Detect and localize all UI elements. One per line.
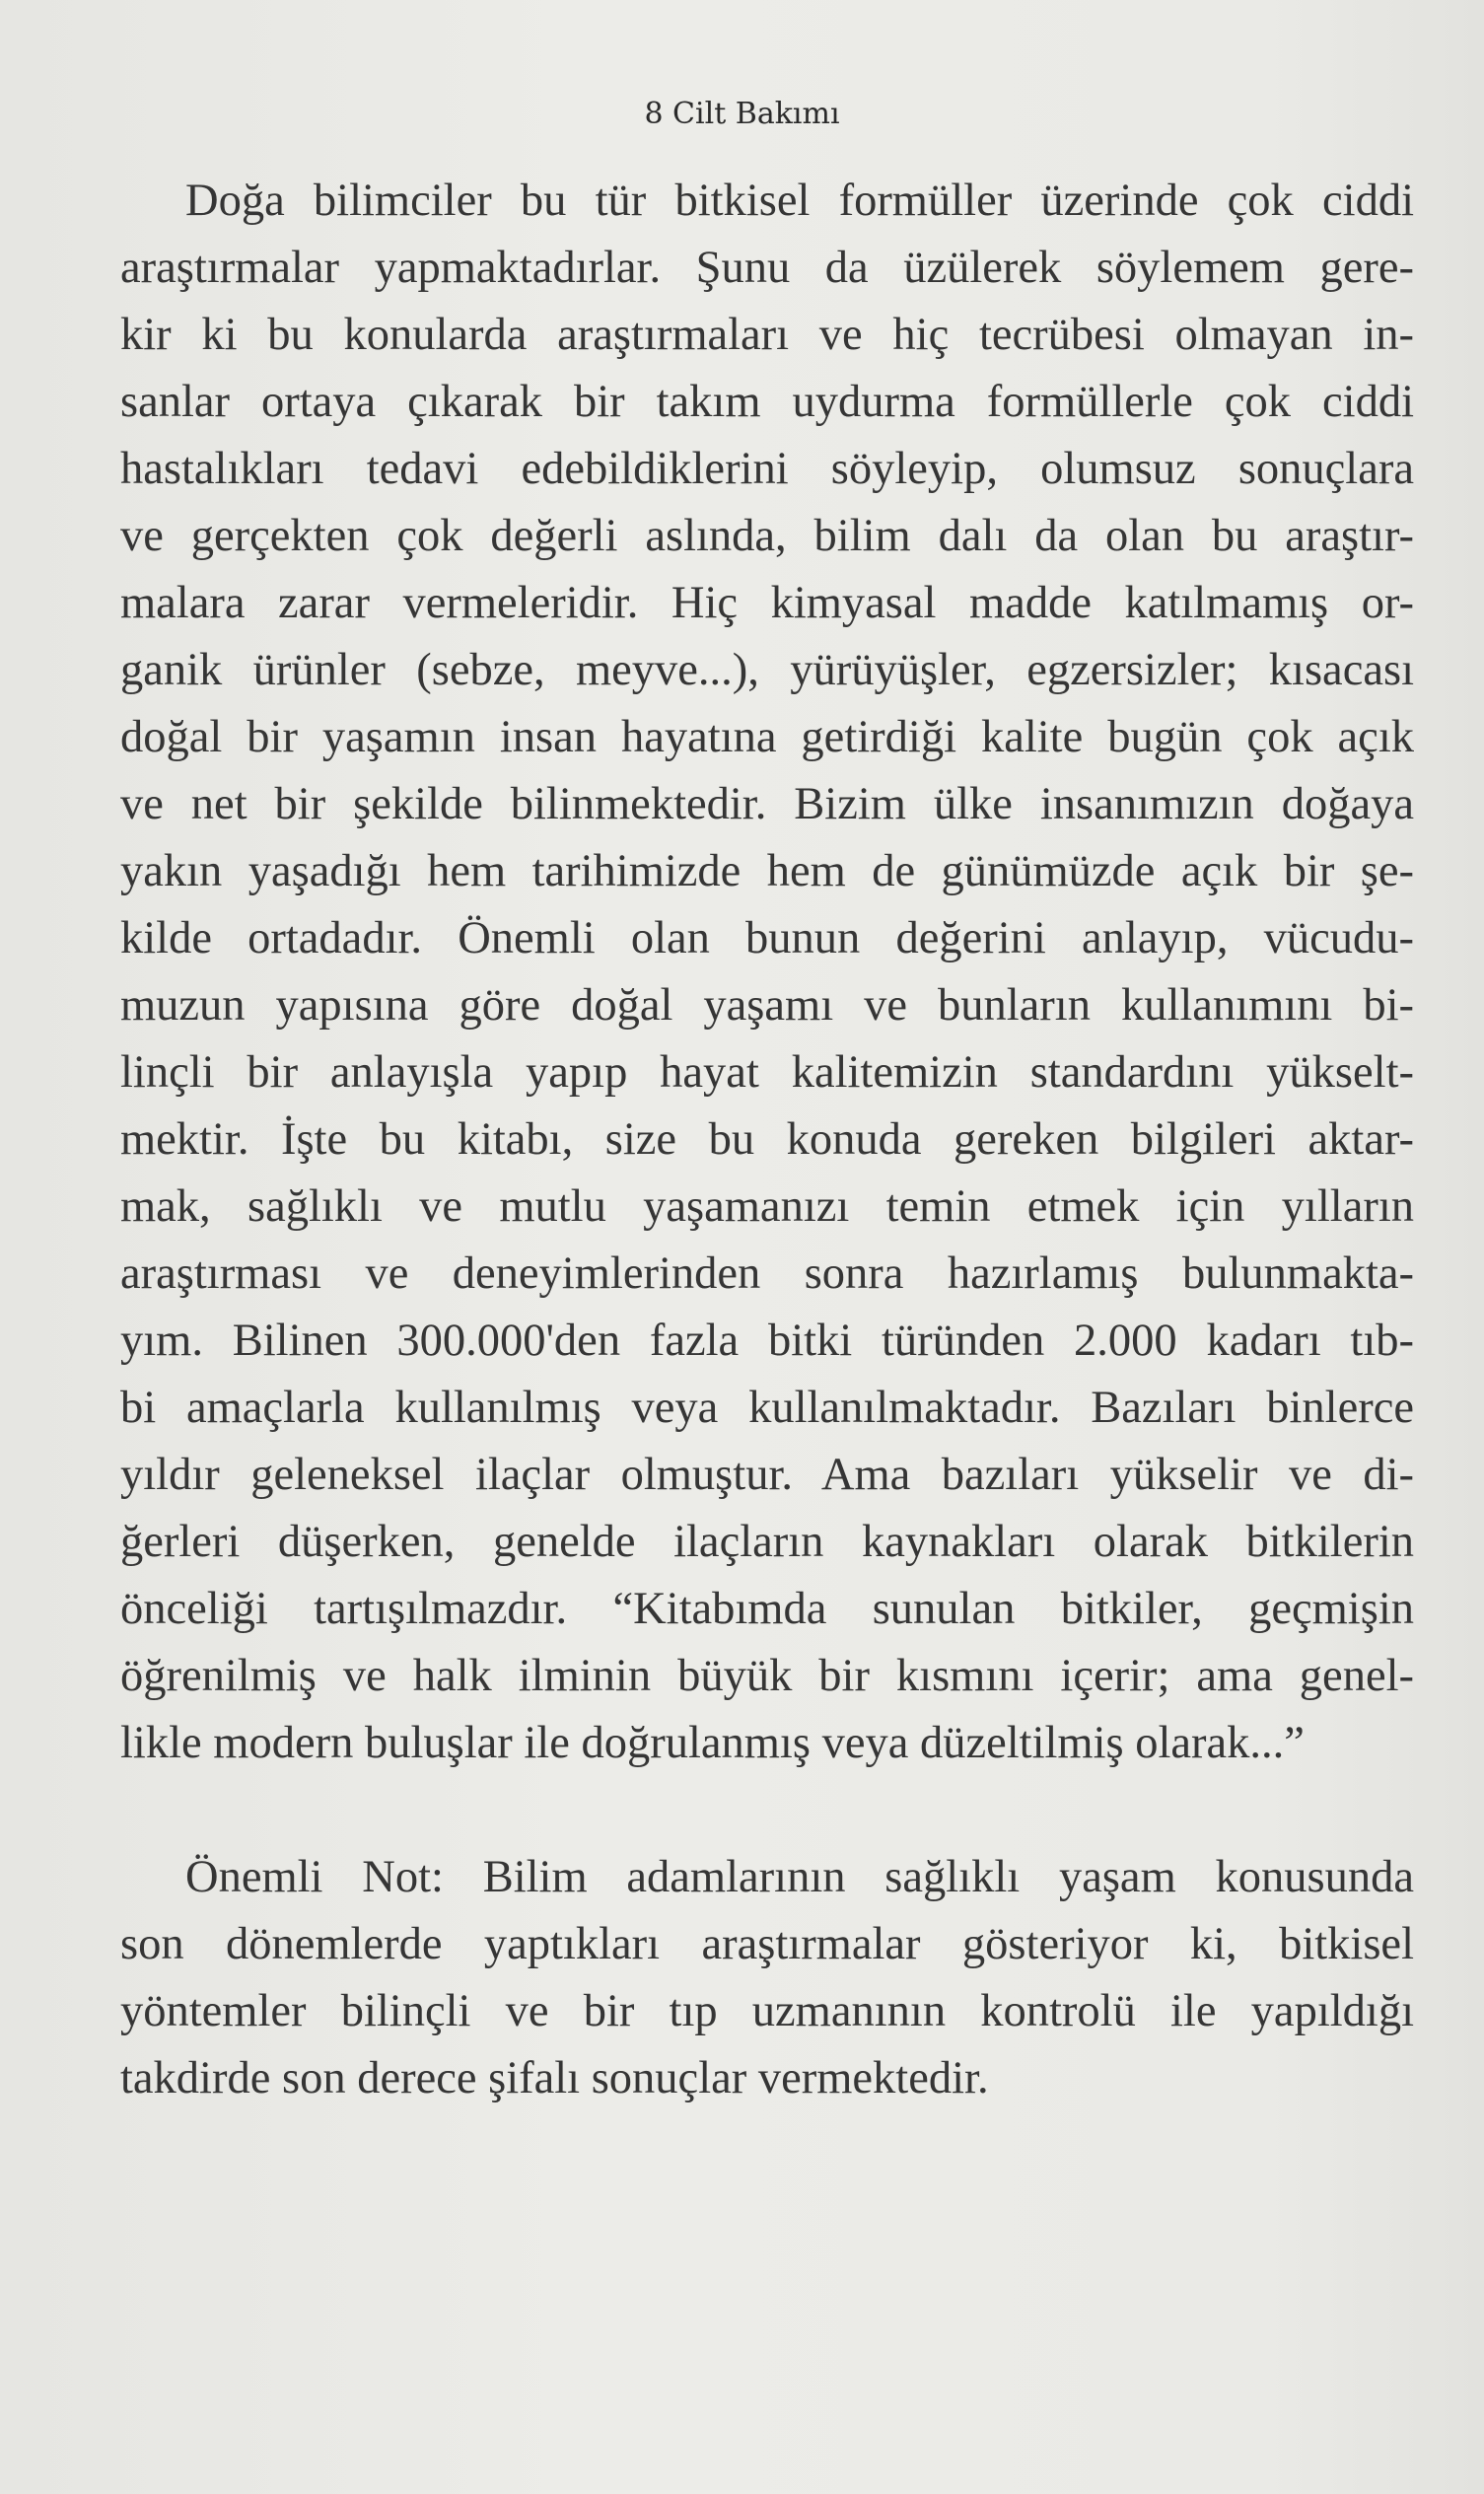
text-line: önceliği tartışılmazdır. “Kitabımda sunulan bitkiler, geçmişin [120, 1584, 1414, 1634]
body-text [120, 168, 1414, 2112]
text-line: kir ki bu konularda araştırmaları ve hiç tecrübesi olmayan in- [120, 310, 1414, 360]
text-line: linçli bir anlayışla yapıp hayat kalitemizin standardını yükselt- [120, 1047, 1414, 1098]
text-line: mektir. İşte bu kitabı, size bu konuda gereken bilgileri aktar- [120, 1114, 1414, 1165]
text-line: takdirde son derece şifalı sonuçlar vermektedir. [120, 2053, 989, 2103]
running-head: 8 Cilt Bakımı [644, 97, 840, 131]
text-line: hastalıkları tedavi edebildiklerini söyleyip, olumsuz sonuçlara [120, 444, 1414, 494]
text-line: muzun yapısına göre doğal yaşamı ve bunların kullanımını bi- [120, 980, 1414, 1031]
paragraph-note [120, 1844, 1414, 2112]
text-line: bi amaçlarla kullanılmış veya kullanılmaktadır. Bazıları binlerce [120, 1383, 1414, 1433]
text-line: araştırmalar yapmaktadırlar. Şunu da üzülerek söylemem gere- [120, 243, 1414, 293]
text-line: ganik ürünler (sebze, meyve...), yürüyüşler, egzersizler; kısacası [120, 645, 1414, 695]
text-line: kilde ortadadır. Önemli olan bunun değerini anlayıp, vücudu- [120, 913, 1414, 963]
text-line: yıldır geleneksel ilaçlar olmuştur. Ama bazıları yükselir ve di- [120, 1450, 1414, 1500]
text-line: likle modern buluşlar ile doğrulanmış veya düzeltilmiş olarak...” [120, 1718, 1305, 1768]
paragraph-spacer [120, 1777, 1414, 1844]
text-line: ğerleri düşerken, genelde ilaçların kaynakları olarak bitkilerin [120, 1517, 1414, 1567]
text-line: Doğa bilimciler bu tür bitkisel formüller üzerinde çok ciddi [185, 176, 1414, 226]
text-line: sanlar ortaya çıkarak bir takım uydurma formüllerle çok ciddi [120, 377, 1414, 427]
text-line: doğal bir yaşamın insan hayatına getirdiği kalite bugün çok açık [120, 712, 1414, 762]
text-line: son dönemlerde yaptıkları araştırmalar gösteriyor ki, bitkisel [120, 1919, 1414, 1969]
text-line: öğrenilmiş ve halk ilminin büyük bir kısmını içerir; ama genel- [120, 1651, 1414, 1701]
paragraph-main [120, 168, 1414, 1777]
text-line: malara zarar vermeleridir. Hiç kimyasal madde katılmamış or- [120, 578, 1414, 628]
text-line: yöntemler bilinçli ve bir tıp uzmanının kontrolü ile yapıldığı [120, 1986, 1414, 2036]
text-line: yım. Bilinen 300.000'den fazla bitki türünden 2.000 kadarı tıb- [120, 1316, 1414, 1366]
text-line: Önemli Not: Bilim adamlarının sağlıklı yaşam konusunda [185, 1852, 1414, 1902]
text-line: araştırması ve deneyimlerinden sonra hazırlamış bulunmakta- [120, 1248, 1414, 1299]
text-line: ve gerçekten çok değerli aslında, bilim dalı da olan bu araştır- [120, 511, 1414, 561]
text-line: ve net bir şekilde bilinmektedir. Bizim ülke insanımızın doğaya [120, 779, 1414, 829]
text-line: yakın yaşadığı hem tarihimizde hem de günümüzde açık bir şe- [120, 846, 1414, 896]
text-line: mak, sağlıklı ve mutlu yaşamanızı temin etmek için yılların [120, 1181, 1414, 1232]
